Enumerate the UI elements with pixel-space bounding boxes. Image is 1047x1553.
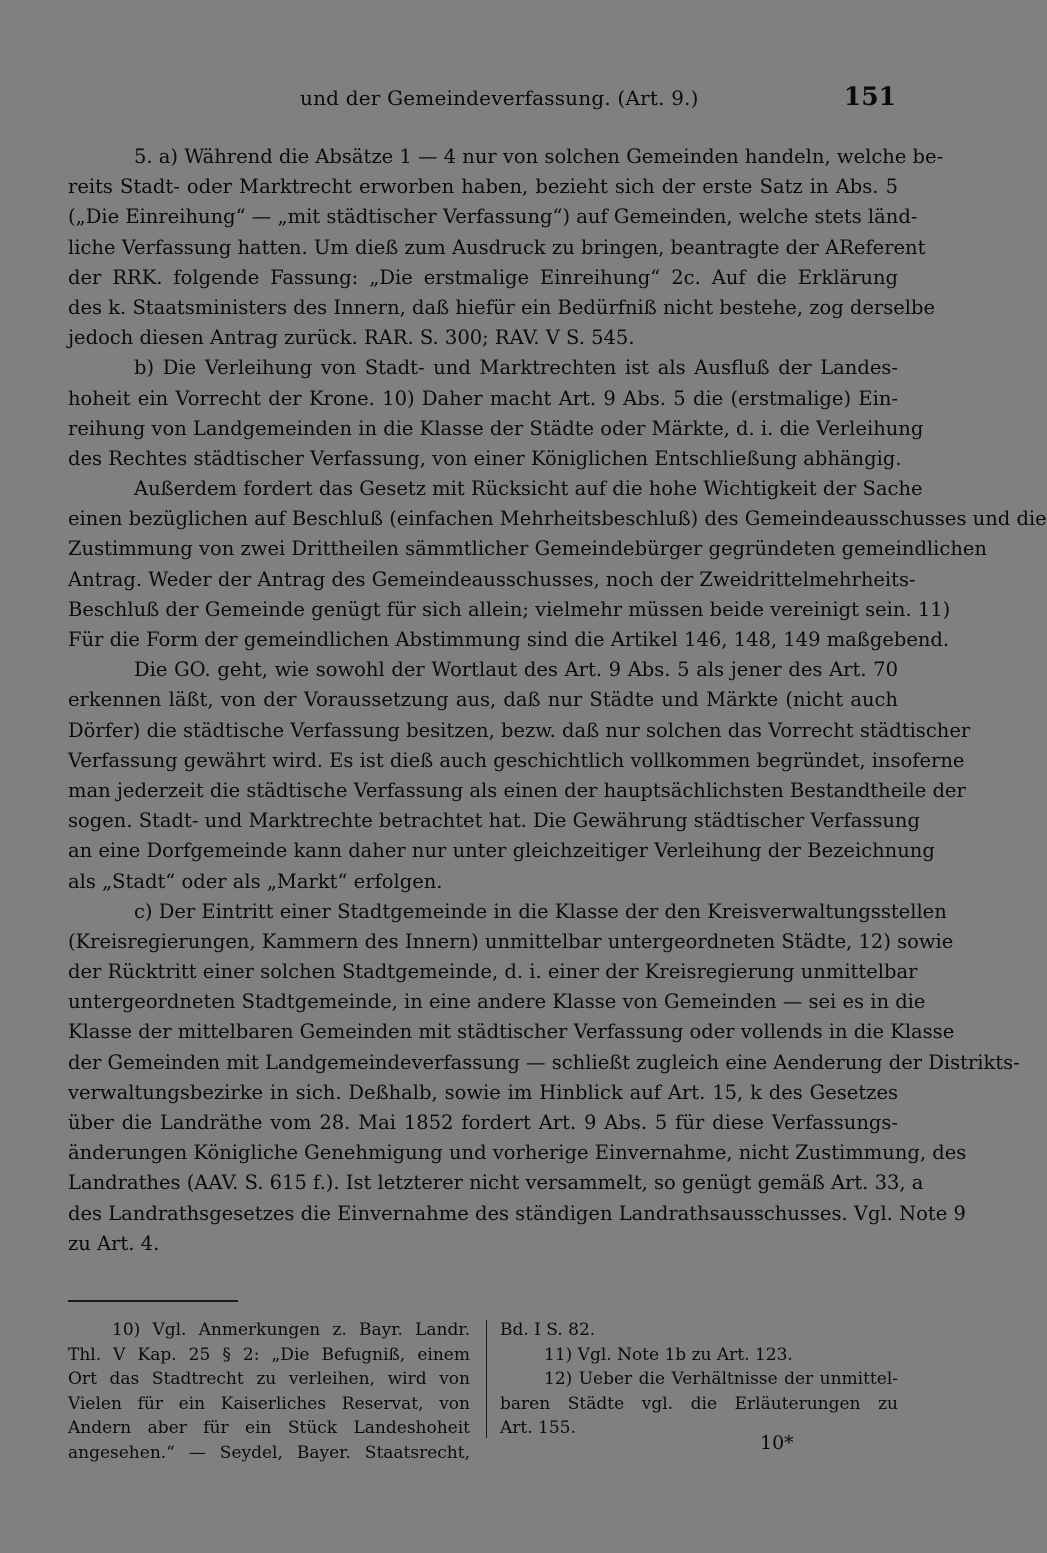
text-line: erkennen läßt, von der Voraussetzung aus, daß nur Städte und Märkte (nicht auch xyxy=(68,688,898,712)
text-line: Verfassung gewährt wird. Es ist dieß auch geschichtlich vollkommen begründet, insoferne xyxy=(68,748,965,772)
text-line: Beschluß der Gemeinde genügt für sich allein; vielmehr müssen beide vereinigt sein. 11) xyxy=(68,597,951,621)
text-line: des Landrathsgesetzes die Einvernahme des ständigen Landrathsausschusses. Vgl. Note 9 xyxy=(68,1201,966,1225)
footnotes-right-column xyxy=(500,1318,898,1441)
main-text xyxy=(68,142,1047,1259)
text-line: verwaltungsbezirke in sich. Deßhalb, sowie im Hinblick auf Art. 15, k des Gesetzes xyxy=(68,1080,898,1104)
text-line: änderungen Königliche Genehmigung und vorherige Einvernahme, nicht Zustimmung, des xyxy=(68,1141,967,1165)
footnote-line: Art. 155. xyxy=(500,1418,576,1439)
text-line: reits Stadt- oder Marktrecht erworben haben, bezieht sich der erste Satz in Abs. 5 xyxy=(68,175,898,199)
text-line: untergeordneten Stadtgemeinde, in eine andere Klasse von Gemeinden — sei es in die xyxy=(68,990,926,1014)
footnote-line: Vielen für ein Kaiserliches Reservat, von xyxy=(68,1393,470,1414)
text-line: („Die Einreihung“ — „mit städtischer Verfassung“) auf Gemeinden, welche stets länd- xyxy=(68,205,918,229)
text-line: reihung von Landgemeinden in die Klasse der Städte oder Märkte, d. i. die Verleihung xyxy=(68,416,924,440)
footnote-line: Andern aber für ein Stück Landeshoheit xyxy=(68,1418,470,1439)
footnotes-left-column xyxy=(68,1318,470,1466)
text-line: Für die Form der gemeindlichen Abstimmung sind die Artikel 146, 148, 149 maßgebend. xyxy=(68,628,950,651)
footnote-line: 11) Vgl. Note 1b zu Art. 123. xyxy=(544,1344,793,1365)
text-line: 5. a) Während die Absätze 1 — 4 nur von solchen Gemeinden handeln, welche be- xyxy=(134,145,944,168)
page-number: 151 xyxy=(843,82,896,111)
text-line: hoheit ein Vorrecht der Krone. 10) Daher macht Art. 9 Abs. 5 die (erstmalige) Ein- xyxy=(68,386,898,410)
text-line: jedoch diesen Antrag zurück. RAR. S. 300; RAV. V S. 545. xyxy=(68,326,635,350)
running-head: und der Gemeindeverfassung. (Art. 9.) xyxy=(300,86,699,110)
text-line: (Kreisregierungen, Kammern des Innern) unmittelbar untergeordneten Städte, 12) sowie xyxy=(68,929,954,953)
text-line: b) Die Verleihung von Stadt- und Marktrechten ist als Ausfluß der Landes- xyxy=(134,356,898,380)
text-line: der RRK. folgende Fassung: „Die erstmalige Einreihung“ 2c. Auf die Erklärung xyxy=(68,265,898,289)
text-line: über die Landräthe vom 28. Mai 1852 fordert Art. 9 Abs. 5 für diese Verfassungs- xyxy=(68,1111,898,1134)
footnote-line: Bd. I S. 82. xyxy=(500,1320,596,1340)
footnote-line: Thl. V Kap. 25 § 2: „Die Befugniß, einem xyxy=(68,1344,470,1365)
text-line: einen bezüglichen auf Beschluß (einfachen Mehrheitsbeschluß) des Gemeindeausschusses und die xyxy=(68,507,1047,531)
text-line: liche Verfassung hatten. Um dieß zum Ausdruck zu bringen, beantragte der AReferent xyxy=(68,235,926,259)
text-line: als „Stadt“ oder als „Markt“ erfolgen. xyxy=(68,869,443,893)
text-line: sogen. Stadt- und Marktrechte betrachtet hat. Die Gewährung städtischer Verfassung xyxy=(68,809,920,833)
signature-mark: 10* xyxy=(760,1432,794,1454)
text-line: Antrag. Weder der Antrag des Gemeindeausschusses, noch der Zweidrittelmehrheits- xyxy=(68,567,916,591)
footnote-line: angesehen.“ — Seydel, Bayer. Staatsrecht, xyxy=(68,1442,470,1463)
text-line: Landrathes (AAV. S. 615 f.). Ist letzterer nicht versammelt, so genügt gemäß Art. 33, a xyxy=(68,1171,924,1195)
footnote-line: 10) Vgl. Anmerkungen z. Bayr. Landr. xyxy=(112,1320,470,1340)
text-line: des k. Staatsministers des Innern, daß hiefür ein Bedürfniß nicht bestehe, zog derselbe xyxy=(68,295,936,319)
footnote-line: baren Städte vgl. die Erläuterungen zu xyxy=(500,1393,898,1414)
text-line: Klasse der mittelbaren Gemeinden mit städtischer Verfassung oder vollends in die Klasse xyxy=(68,1020,955,1044)
text-line: Außerdem fordert das Gesetz mit Rücksicht auf die hohe Wichtigkeit der Sache xyxy=(134,477,923,501)
footnote-line: Ort das Stadtrecht zu verleihen, wird von xyxy=(68,1369,470,1390)
footnote-column-divider xyxy=(486,1320,487,1438)
text-line: der Gemeinden mit Landgemeindeverfassung — schließt zugleich eine Aenderung der Distrikts- xyxy=(68,1050,1020,1074)
page-header xyxy=(68,80,898,120)
text-line: Zustimmung von zwei Drittheilen sämmtlicher Gemeindebürger gegründeten gemeindlichen xyxy=(68,537,987,561)
footnote-line: 12) Ueber die Verhältnisse der unmittel- xyxy=(544,1369,898,1390)
text-line: an eine Dorfgemeinde kann daher nur unter gleichzeitiger Verleihung der Bezeichnung xyxy=(68,839,935,863)
text-line: Die GO. geht, wie sowohl der Wortlaut des Art. 9 Abs. 5 als jener des Art. 70 xyxy=(134,658,898,682)
text-line: man jederzeit die städtische Verfassung als einen der hauptsächlichsten Bestandtheile der xyxy=(68,778,966,802)
text-line: der Rücktritt einer solchen Stadtgemeinde, d. i. einer der Kreisregierung unmittelbar xyxy=(68,960,918,984)
text-line: Dörfer) die städtische Verfassung besitzen, bezw. daß nur solchen das Vorrecht städtischer xyxy=(68,718,971,742)
footnote-rule xyxy=(68,1300,238,1302)
text-line: c) Der Eintritt einer Stadtgemeinde in die Klasse der den Kreisverwaltungsstellen xyxy=(134,899,947,923)
text-line: des Rechtes städtischer Verfassung, von einer Königlichen Entschließung abhängig. xyxy=(68,446,902,470)
text-line: zu Art. 4. xyxy=(68,1231,160,1255)
